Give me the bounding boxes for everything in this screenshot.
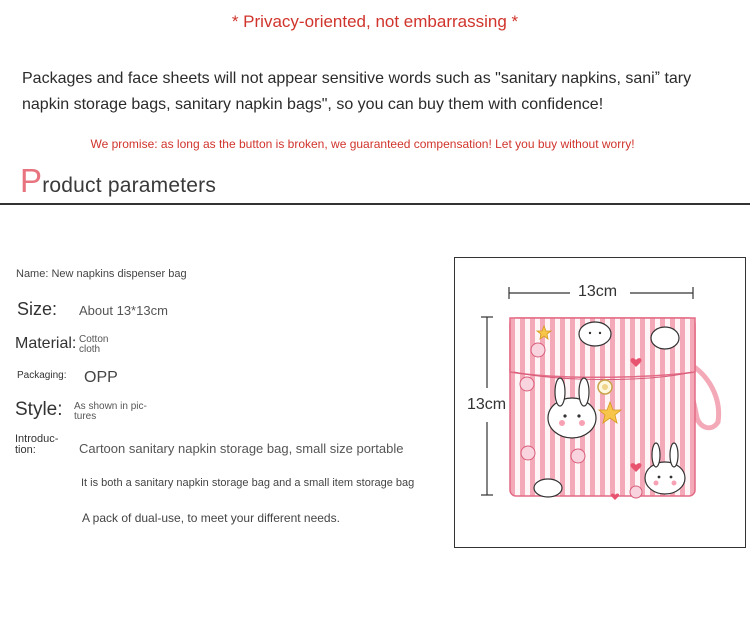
privacy-heading: * Privacy-oriented, not embarrassing * bbox=[231, 12, 519, 31]
material-value: Cotton cloth bbox=[79, 334, 109, 355]
promise-line: We promise: as long as the button is broken, we guaranteed compensation! Let you buy without worry! bbox=[90, 137, 635, 151]
param-name: Name: New napkins dispenser bag bbox=[16, 268, 187, 280]
intro-line-2: It is both a sanitary napkin storage bag and a small item storage bag bbox=[81, 477, 415, 489]
section-title-initial: P bbox=[20, 162, 43, 199]
packaging-label: Packaging: bbox=[17, 370, 67, 381]
section-title-rest: roduct parameters bbox=[42, 174, 217, 197]
style-value: As shown in pic-tures bbox=[74, 401, 147, 422]
width-dimension-label: 13cm bbox=[578, 283, 618, 300]
intro-line-3: A pack of dual-use, to meet your different needs. bbox=[82, 511, 340, 525]
packaging-value: OPP bbox=[84, 369, 118, 386]
size-value: About 13*13cm bbox=[79, 303, 168, 318]
package-note: Packages and face sheets will not appear sensitive words such as "sanitary napkins, saniˮ tary napkin storage bags, sanitary napkin bags", so you can buy them with confidence! bbox=[22, 70, 692, 113]
height-dimension-label: 13cm bbox=[467, 396, 507, 413]
size-label: Size: bbox=[17, 299, 58, 319]
style-label: Style: bbox=[15, 399, 63, 420]
intro-label: Introduc-tion: bbox=[15, 433, 59, 456]
intro-value: Cartoon sanitary napkin storage bag, small size portable bbox=[79, 441, 404, 456]
material-label: Material: bbox=[15, 335, 77, 352]
